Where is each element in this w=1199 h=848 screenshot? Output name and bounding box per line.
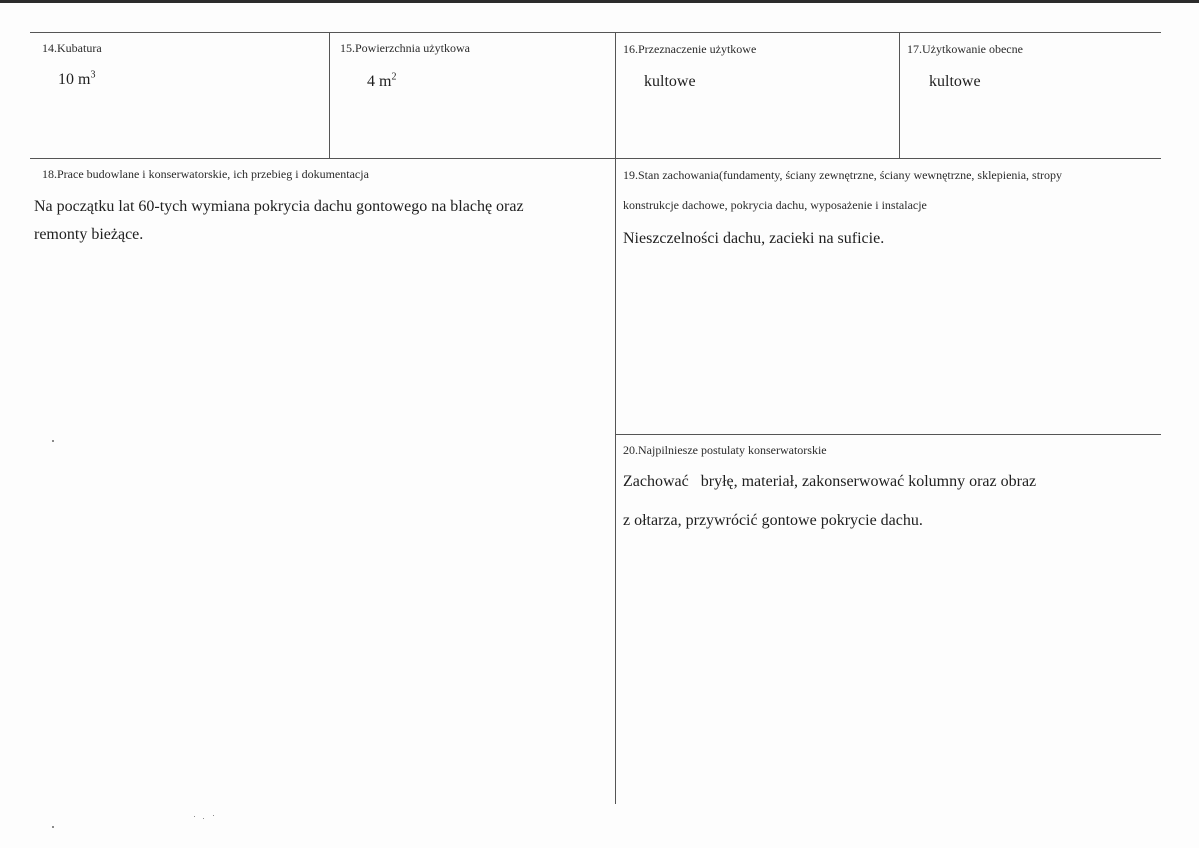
field-18-line-2: remonty bieżące.: [34, 226, 144, 243]
field-19-text: Nieszczelności dachu, zacieki na suficie.: [623, 230, 885, 247]
field-14-number: 10 m: [58, 71, 91, 88]
scan-speck: [203, 818, 204, 819]
scan-speck: [52, 826, 54, 828]
row1-bottom-border: [30, 158, 1161, 159]
form-top-border: [30, 32, 1161, 33]
field-15-label: 15.Powierzchnia użytkowa: [340, 41, 470, 55]
scan-top-edge: [0, 0, 1199, 3]
field-17-label: 17.Użytkowanie obecne: [907, 42, 1023, 56]
field-20-line-2: z ołtarza, przywrócić gontowe pokrycie dachu.: [623, 512, 923, 529]
field-18-line-1: Na początku lat 60-tych wymiana pokrycia dachu gontowego na blachę oraz: [34, 198, 524, 215]
field-15-number: 4 m: [367, 73, 392, 90]
field-15-exponent: 2: [391, 71, 397, 83]
field-15-value: [367, 72, 396, 91]
field-19-label-line-1: 19.Stan zachowania(fundamenty, ściany zewnętrzne, ściany wewnętrzne, sklepienia, stropy: [623, 168, 1063, 182]
scan-speck: [194, 816, 195, 817]
field-14-label: 14.Kubatura: [42, 41, 102, 55]
row1-divider-16-17: [899, 32, 900, 158]
field-19-label-line-2: konstrukcje dachowe, pokrycia dachu, wyposażenie i instalacje: [623, 198, 927, 212]
field-14-value: [58, 70, 95, 89]
scan-speck: [213, 815, 214, 816]
scan-speck: [52, 440, 54, 442]
field-14-exponent: 3: [90, 69, 96, 81]
row1-divider-14-15: [329, 32, 330, 158]
field-16-value: kultowe: [644, 73, 696, 90]
center-divider: [615, 32, 616, 804]
field-16-label: 16.Przeznaczenie użytkowe: [623, 42, 757, 56]
field-20-line-1: Zachować bryłę, materiał, zakonserwować kolumny oraz obraz: [623, 473, 1037, 490]
field-17-value: kultowe: [929, 73, 981, 90]
field-18-label: 18.Prace budowlane i konserwatorskie, ich przebieg i dokumentacja: [42, 167, 369, 181]
section-19-20-divider: [615, 434, 1161, 435]
field-20-label: 20.Najpilniesze postulaty konserwatorskie: [623, 443, 827, 457]
